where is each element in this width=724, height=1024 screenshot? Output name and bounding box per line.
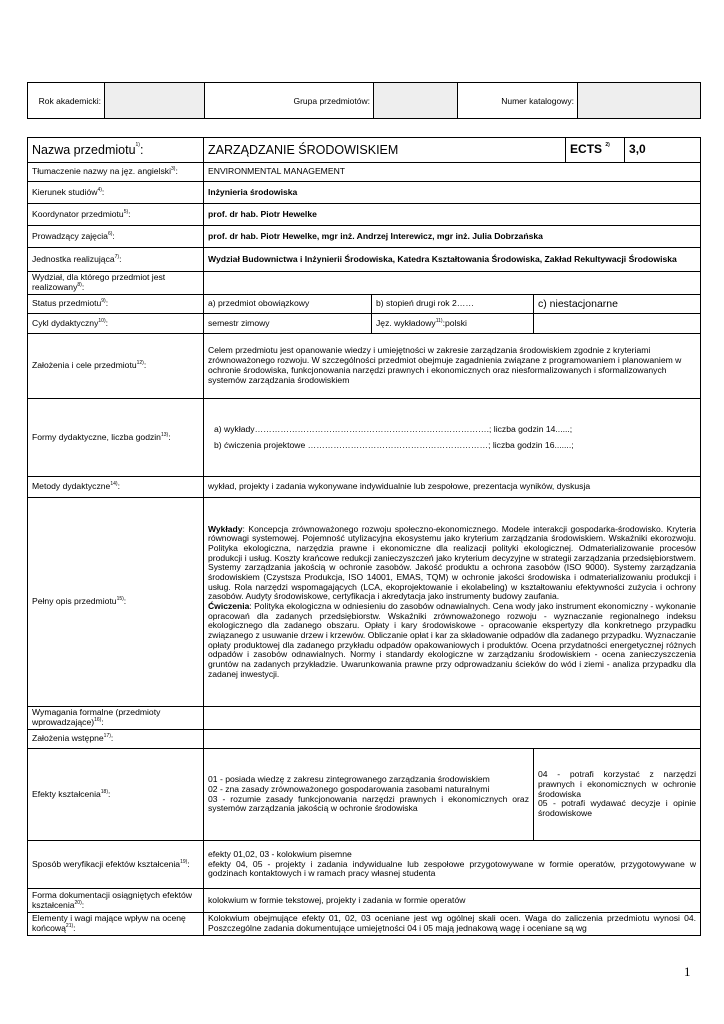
cykl-value: semestr zimowy	[204, 314, 372, 334]
elementy-label: Elementy i wagi mające wpływ na ocenę końcową$^{21)}$:	[28, 913, 204, 936]
row-zalozenia-wstepne	[28, 730, 701, 749]
status-label: Status przedmiotu$^{9)}$:	[28, 295, 204, 314]
row-kierunek	[28, 182, 701, 204]
course-table	[27, 137, 701, 936]
status-c: c) niestacjonarne	[534, 295, 701, 314]
row-formy	[28, 399, 701, 477]
nazwa-label: Nazwa przedmiotu$^{1)}$:	[28, 138, 204, 163]
row-efekty	[28, 749, 701, 841]
wydzial-value	[204, 272, 701, 295]
opis-value: Wykłady: Koncepcja zrównoważonego rozwoju społeczno-ekonomicznego. Modele interakcji gospodarka-środowisko. Kryteria równowagi systemowej. Pojemność utylizacyjna ekosystemu jako kryterium zarządzania środowiskiem. Wskaźniki ekorozwoju. Polityka ekologiczna, narzędzia prawne i ekonomiczne dla realizacji polityki ekologicznej. Odmaterializowanie procesów produkcji i usług. Koszty krańcowe redukcji zanieczyszczeń jako kryterium decyzyjne w strategii zarządzania przedsiębiorstwem. Systemy zarządzania jakością w ochronie zasobów. Jakość produktu a ochrona zasobów (ISO 9000). Systemy zarządzania środowiskiem (Czystsza Produkcja, ISO 14001, EMAS, TQM) w ochronie jakości środowiska i odmaterializowaniu produkcji i usług. Rola narzędzi wspomagających (LCA, ekoprojektowanie i ekolabeling) w kształtowaniu efektywności zużycia i ochrony zasobów. Audyty środowiskowe, certyfikacja i akredytacja jako instrumenty budowy zaufania. Ćwiczenia: Polityka ekologiczna w odniesieniu do zasobów odnawialnych. Cena wody jako instrument ekonomiczny - wykonanie opracowań dla zadanych przedsiębiorstw. Wskaźniki zrównoważonego rozwoju - wyznaczanie regionalnego indeksu ekologicznego dla zadanego obszaru. Opłaty i kary środowiskowe - opracowanie ekspertyzy dla konkretnego przypadku związanego z usuwanie drzew i krzewów. Obliczanie opłat i kar za składowanie odpadów dla zadanego przypadku. Wyznaczanie opłaty produktowej dla zadanego przykładu odpadów opakowaniowych i produktów. Ocena przydatności energetycznej różnych odpadów i zasobów odnawialnych. Normy i standardy ekologiczne w zarządzaniu środowiskiem - ocena zanieczyszczenia gruntów na zadanych przykładzie. Uwarunkowania prawne przy odprowadzaniu ścieków do wód i ziemi - analiza przypadku dla zadanej inwestycji.	[204, 498, 701, 707]
row-metody	[28, 477, 701, 498]
efekty-right: 04 - potrafi korzystać z narzędzi prawnych i ekonomicznych w ochronie środowiska 05 - potrafi wydawać decyzje i opinie środowiskowe	[534, 749, 701, 841]
formy-wyklady: a) wykłady……………………………………………………………………….; liczba godzin 14......;	[214, 424, 573, 435]
formy-label: Formy dydaktyczne, liczba godzin$^{13)}$:	[28, 399, 204, 477]
row-wymagania	[28, 707, 701, 730]
header-table	[27, 82, 701, 119]
rok-akademicki-label: Rok akademicki:	[28, 83, 105, 119]
tlumaczenie-value: ENVIRONMENTAL MANAGEMENT	[204, 163, 701, 182]
formy-cwiczenia: b) ćwiczenia projektowe ………………………………………………………; liczba godzin 16.......;	[214, 439, 574, 450]
metody-label: Metody dydaktyczne$^{14)}$:	[28, 477, 204, 498]
row-forma	[28, 889, 701, 913]
tlumaczenie-label: Tłumaczenie nazwy na jęz. angielski$^{3)}$:	[28, 163, 204, 182]
row-elementy	[28, 913, 701, 936]
zalozenia-wstepne-value	[204, 730, 701, 749]
ects-value: 3,0	[625, 138, 701, 163]
status-a: a) przedmiot obowiązkowy	[204, 295, 372, 314]
forma-label: Forma dokumentacji osiągniętych efektów kształcenia$^{20)}$:	[28, 889, 204, 913]
row-nazwa	[28, 138, 701, 163]
zalozenia-value: Celem przedmiotu jest opanowanie wiedzy i umiejętności w zakresie zarządzania środowiskiem zgodnie z kryteriami zrównoważonego rozwoju. W szczególności przedmiot obejmuje zagadnienia związane z programowaniem i planowaniem w ochronie środowiska, funkcjonowania narzędzi prawnych i ekonomicznych oraz niesformalizowanych i sformalizowanych systemów zarządzania środowiskiem	[204, 334, 701, 399]
page-number: 1	[684, 964, 691, 979]
row-sposob	[28, 841, 701, 889]
numer-katalogowy-label: Numer katalogowy:	[458, 83, 578, 119]
row-cykl	[28, 314, 701, 334]
wymagania-label: Wymagania formalne (przedmioty wprowadzające)$^{16)}$:	[28, 707, 204, 730]
prowadzacy-label: Prowadzący zajęcia$^{6)}$:	[28, 226, 204, 248]
zalozenia-label: Założenia i cele przedmiotu$^{12)}$:	[28, 334, 204, 399]
jezyk-wykladowy: Jęz. wykładowy$^{11)}$:polski	[372, 314, 534, 334]
row-tlumaczenie	[28, 163, 701, 182]
wymagania-value	[204, 707, 701, 730]
ects-label: ECTS $^{2)}$	[566, 138, 625, 163]
row-opis	[28, 498, 701, 707]
metody-value: wykład, projekty i zadania wykonywane indywidualnie lub zespołowe, prezentacja wyników, dyskusja	[204, 477, 701, 498]
efekty-left: 01 - posiada wiedzę z zakresu zintegrowanego zarządzania środowiskiem 02 - zna zasady zrównoważonego gospodarowania zasobami naturalnymi 03 - rozumie zasady funkcjonowania narzędzi prawnych i ekonomicznych oraz systemów zarządzania jakością w ochronie środowiska	[204, 749, 534, 841]
zalozenia-wstepne-label: Założenia wstępne$^{17)}$:	[28, 730, 204, 749]
status-b: b) stopień drugi rok 2……	[372, 295, 534, 314]
jednostka-value: Wydział Budownictwa i Inżynierii Środowiska, Katedra Kształtowania Środowiska, Zakład Rekultywacji Środowiska	[204, 248, 701, 272]
grupa-przedmiotow-value[interactable]	[374, 83, 458, 119]
prowadzacy-value: prof. dr hab. Piotr Hewelke, mgr inż. Andrzej Interewicz, mgr inż. Julia Dobrzańska	[204, 226, 701, 248]
row-status	[28, 295, 701, 314]
opis-label: Pełny opis przedmiotu$^{15)}$:	[28, 498, 204, 707]
row-zalozenia	[28, 334, 701, 399]
kierunek-label: Kierunek studiów$^{4)}$:	[28, 182, 204, 204]
nazwa-value: ZARZĄDZANIE ŚRODOWISKIEM	[204, 138, 566, 163]
grupa-przedmiotow-label: Grupa przedmiotów:	[205, 83, 374, 119]
efekty-label: Efekty kształcenia$^{18)}$:	[28, 749, 204, 841]
koordynator-value: prof. dr hab. Piotr Hewelke	[204, 204, 701, 226]
cykl-label: Cykl dydaktyczny$^{10)}$:	[28, 314, 204, 334]
row-jednostka	[28, 248, 701, 272]
forma-value: kolokwium w formie tekstowej, projekty i zadania w formie operatów	[204, 889, 701, 913]
cykl-empty	[534, 314, 701, 334]
sposob-label: Sposób weryfikacji efektów kształcenia$^{19)}$:	[28, 841, 204, 889]
elementy-value: Kolokwium obejmujące efekty 01, 02, 03 oceniane jest wg ogólnej skali ocen. Waga do zaliczenia przedmiotu wynosi 04. Poszczególne zadania dokumentujące umiejętności 04 i 05 mają jednakową wagę i oceniane są wg	[204, 913, 701, 936]
row-prowadzacy	[28, 226, 701, 248]
wydzial-label: Wydział, dla którego przedmiot jest realizowany$^{8)}$:	[28, 272, 204, 295]
koordynator-label: Koordynator przedmiotu$^{5)}$:	[28, 204, 204, 226]
row-koordynator	[28, 204, 701, 226]
numer-katalogowy-value[interactable]	[578, 83, 701, 119]
formy-value	[204, 399, 701, 477]
rok-akademicki-value[interactable]	[105, 83, 205, 119]
kierunek-value: Inżynieria środowiska	[204, 182, 701, 204]
sposob-value: efekty 01,02, 03 - kolokwium pisemne efekty 04, 05 - projekty i zadania indywidualne lub zespołowe przygotowywane w formie operatów, przygotowywane w godzinach kontaktowych i w ramach pracy własnej studenta	[204, 841, 701, 889]
row-wydzial	[28, 272, 701, 295]
jednostka-label: Jednostka realizująca$^{7)}$:	[28, 248, 204, 272]
